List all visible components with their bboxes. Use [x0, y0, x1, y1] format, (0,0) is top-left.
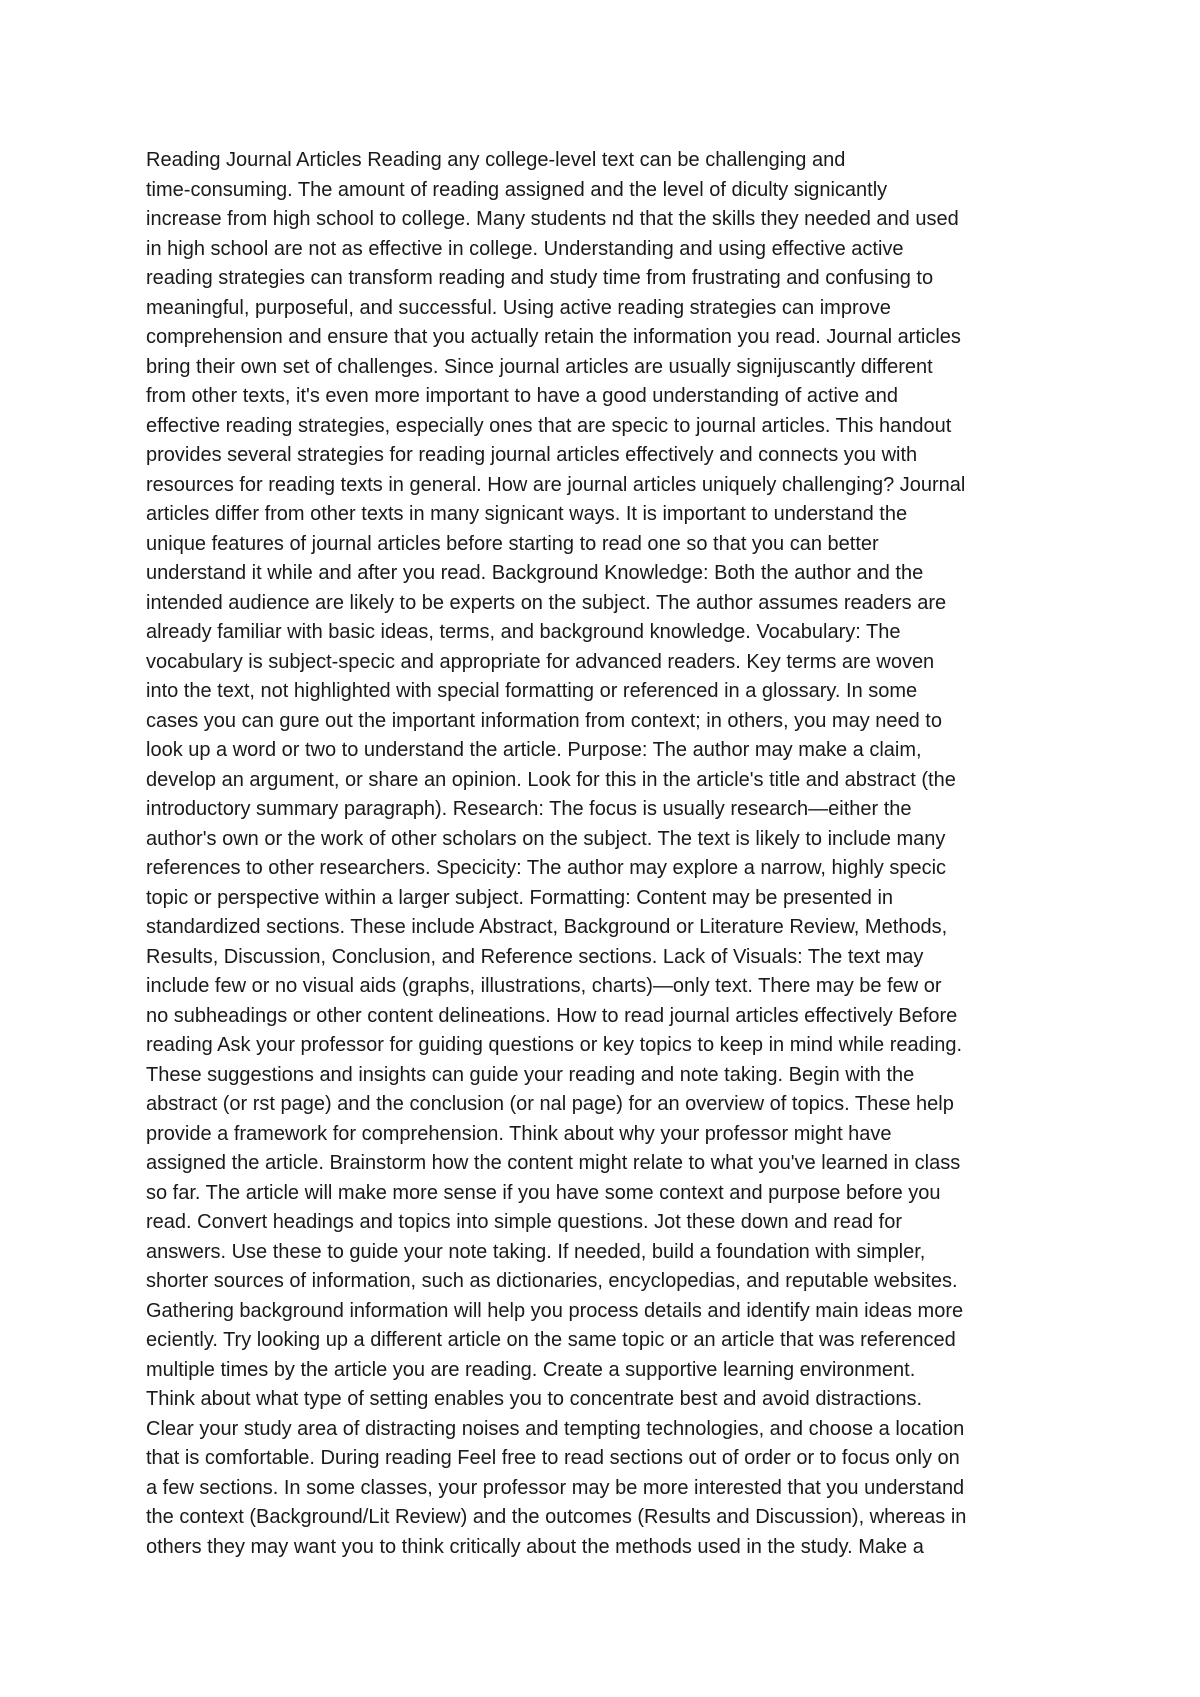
text-line: a few sections. In some classes, your professor may be more interested that you understand [146, 1476, 965, 1499]
text-line: include few or no visual aids (graphs, illustrations, charts)—only text. There may be few or [146, 975, 942, 997]
text-line: standardized sections. These include Abstract, Background or Literature Review, Methods, [146, 916, 948, 938]
text-line: Results, Discussion, Conclusion, and Reference sections. Lack of Visuals: The text may [146, 945, 924, 968]
text-line: shorter sources of information, such as dictionaries, encyclopedias, and reputable websites. [146, 1270, 958, 1292]
text-line: understand it while and after you read. Background Knowledge: Both the author and the [146, 562, 924, 584]
text-line: develop an argument, or share an opinion. Look for this in the article's title and abstract (the [146, 768, 956, 791]
text-line: resources for reading texts in general. How are journal articles uniquely challenging? Journal [146, 473, 966, 496]
text-line: vocabulary is subject-specic and appropriate for advanced readers. Key terms are woven [146, 650, 935, 673]
text-line: These suggestions and insights can guide your reading and note taking. Begin with the [146, 1063, 915, 1086]
text-line: Gathering background information will help you process details and identify main ideas more [146, 1299, 964, 1322]
text-line: effective reading strategies, especially ones that are specic to journal articles. This handout [146, 414, 952, 437]
text-line: read. Convert headings and topics into simple questions. Jot these down and read for [146, 1211, 903, 1233]
text-line: introductory summary paragraph). Research: The focus is usually research—either the [146, 798, 912, 820]
text-line: time-consuming. The amount of reading assigned and the level of diculty signicantly [146, 178, 888, 201]
text-line: eciently. Try looking up a different article on the same topic or an article that was referenced [146, 1329, 956, 1351]
text-line: no subheadings or other content delineations. How to read journal articles effectively Before [146, 1004, 958, 1027]
text-line: from other texts, it's even more important to have a good understanding of active and [146, 385, 899, 407]
text-line: that is comfortable. During reading Feel free to read sections out of order or to focus only on [146, 1447, 960, 1469]
text-line: increase from high school to college. Many students nd that the skills they needed and used [146, 208, 959, 230]
text-line: reading Ask your professor for guiding questions or key topics to keep in mind while reading. [146, 1034, 963, 1056]
text-line: multiple times by the article you are reading. Create a supportive learning environment. [146, 1358, 916, 1381]
text-line: others they may want you to think critically about the methods used in the study. Make a [146, 1535, 924, 1558]
text-line: assigned the article. Brainstorm how the content might relate to what you've learned in class [146, 1152, 961, 1174]
text-line: bring their own set of challenges. Since journal articles are usually signijuscantly different [146, 355, 933, 378]
text-line: so far. The article will make more sense if you have some context and purpose before you [146, 1181, 941, 1204]
text-line: articles differ from other texts in many signicant ways. It is important to understand the [146, 503, 908, 525]
text-line: Think about what type of setting enables you to concentrate best and avoid distractions. [146, 1388, 923, 1410]
text-line: already familiar with basic ideas, terms, and background knowledge. Vocabulary: The [146, 621, 901, 643]
text-line: look up a word or two to understand the article. Purpose: The author may make a claim, [146, 739, 922, 761]
text-line: meaningful, purposeful, and successful. Using active reading strategies can improve [146, 296, 891, 319]
text-line: author's own or the work of other scholars on the subject. The text is likely to include many [146, 827, 946, 850]
text-line: the context (Background/Lit Review) and the outcomes (Results and Discussion), whereas in [146, 1506, 967, 1528]
text-line: unique features of journal articles before starting to read one so that you can better [146, 532, 879, 555]
text-line: provides several strategies for reading journal articles effectively and connects you with [146, 444, 918, 466]
text-line: in high school are not as effective in college. Understanding and using effective active [146, 237, 904, 260]
text-line: references to other researchers. Specicity: The author may explore a narrow, highly specic [146, 857, 947, 879]
text-line: reading strategies can transform reading and study time from frustrating and confusing to [146, 267, 934, 289]
body-text [146, 146, 1076, 1562]
text-line: intended audience are likely to be experts on the subject. The author assumes readers are [146, 591, 947, 614]
text-line: answers. Use these to guide your note taking. If needed, build a foundation with simpler, [146, 1240, 926, 1263]
text-line: comprehension and ensure that you actually retain the information you read. Journal articles [146, 326, 961, 348]
text-line: topic or perspective within a larger subject. Formatting: Content may be presented in [146, 886, 894, 909]
text-line: abstract (or rst page) and the conclusion (or nal page) for an overview of topics. These help [146, 1093, 954, 1115]
text-line: into the text, not highlighted with special formatting or referenced in a glossary. In some [146, 680, 918, 702]
text-line: Clear your study area of distracting noises and tempting technologies, and choose a location [146, 1417, 965, 1440]
text-line: provide a framework for comprehension. Think about why your professor might have [146, 1122, 892, 1145]
text-line: cases you can gure out the important information from context; in others, you may need to [146, 709, 942, 732]
text-line: Reading Journal Articles Reading any college-level text can be challenging and [146, 149, 846, 171]
